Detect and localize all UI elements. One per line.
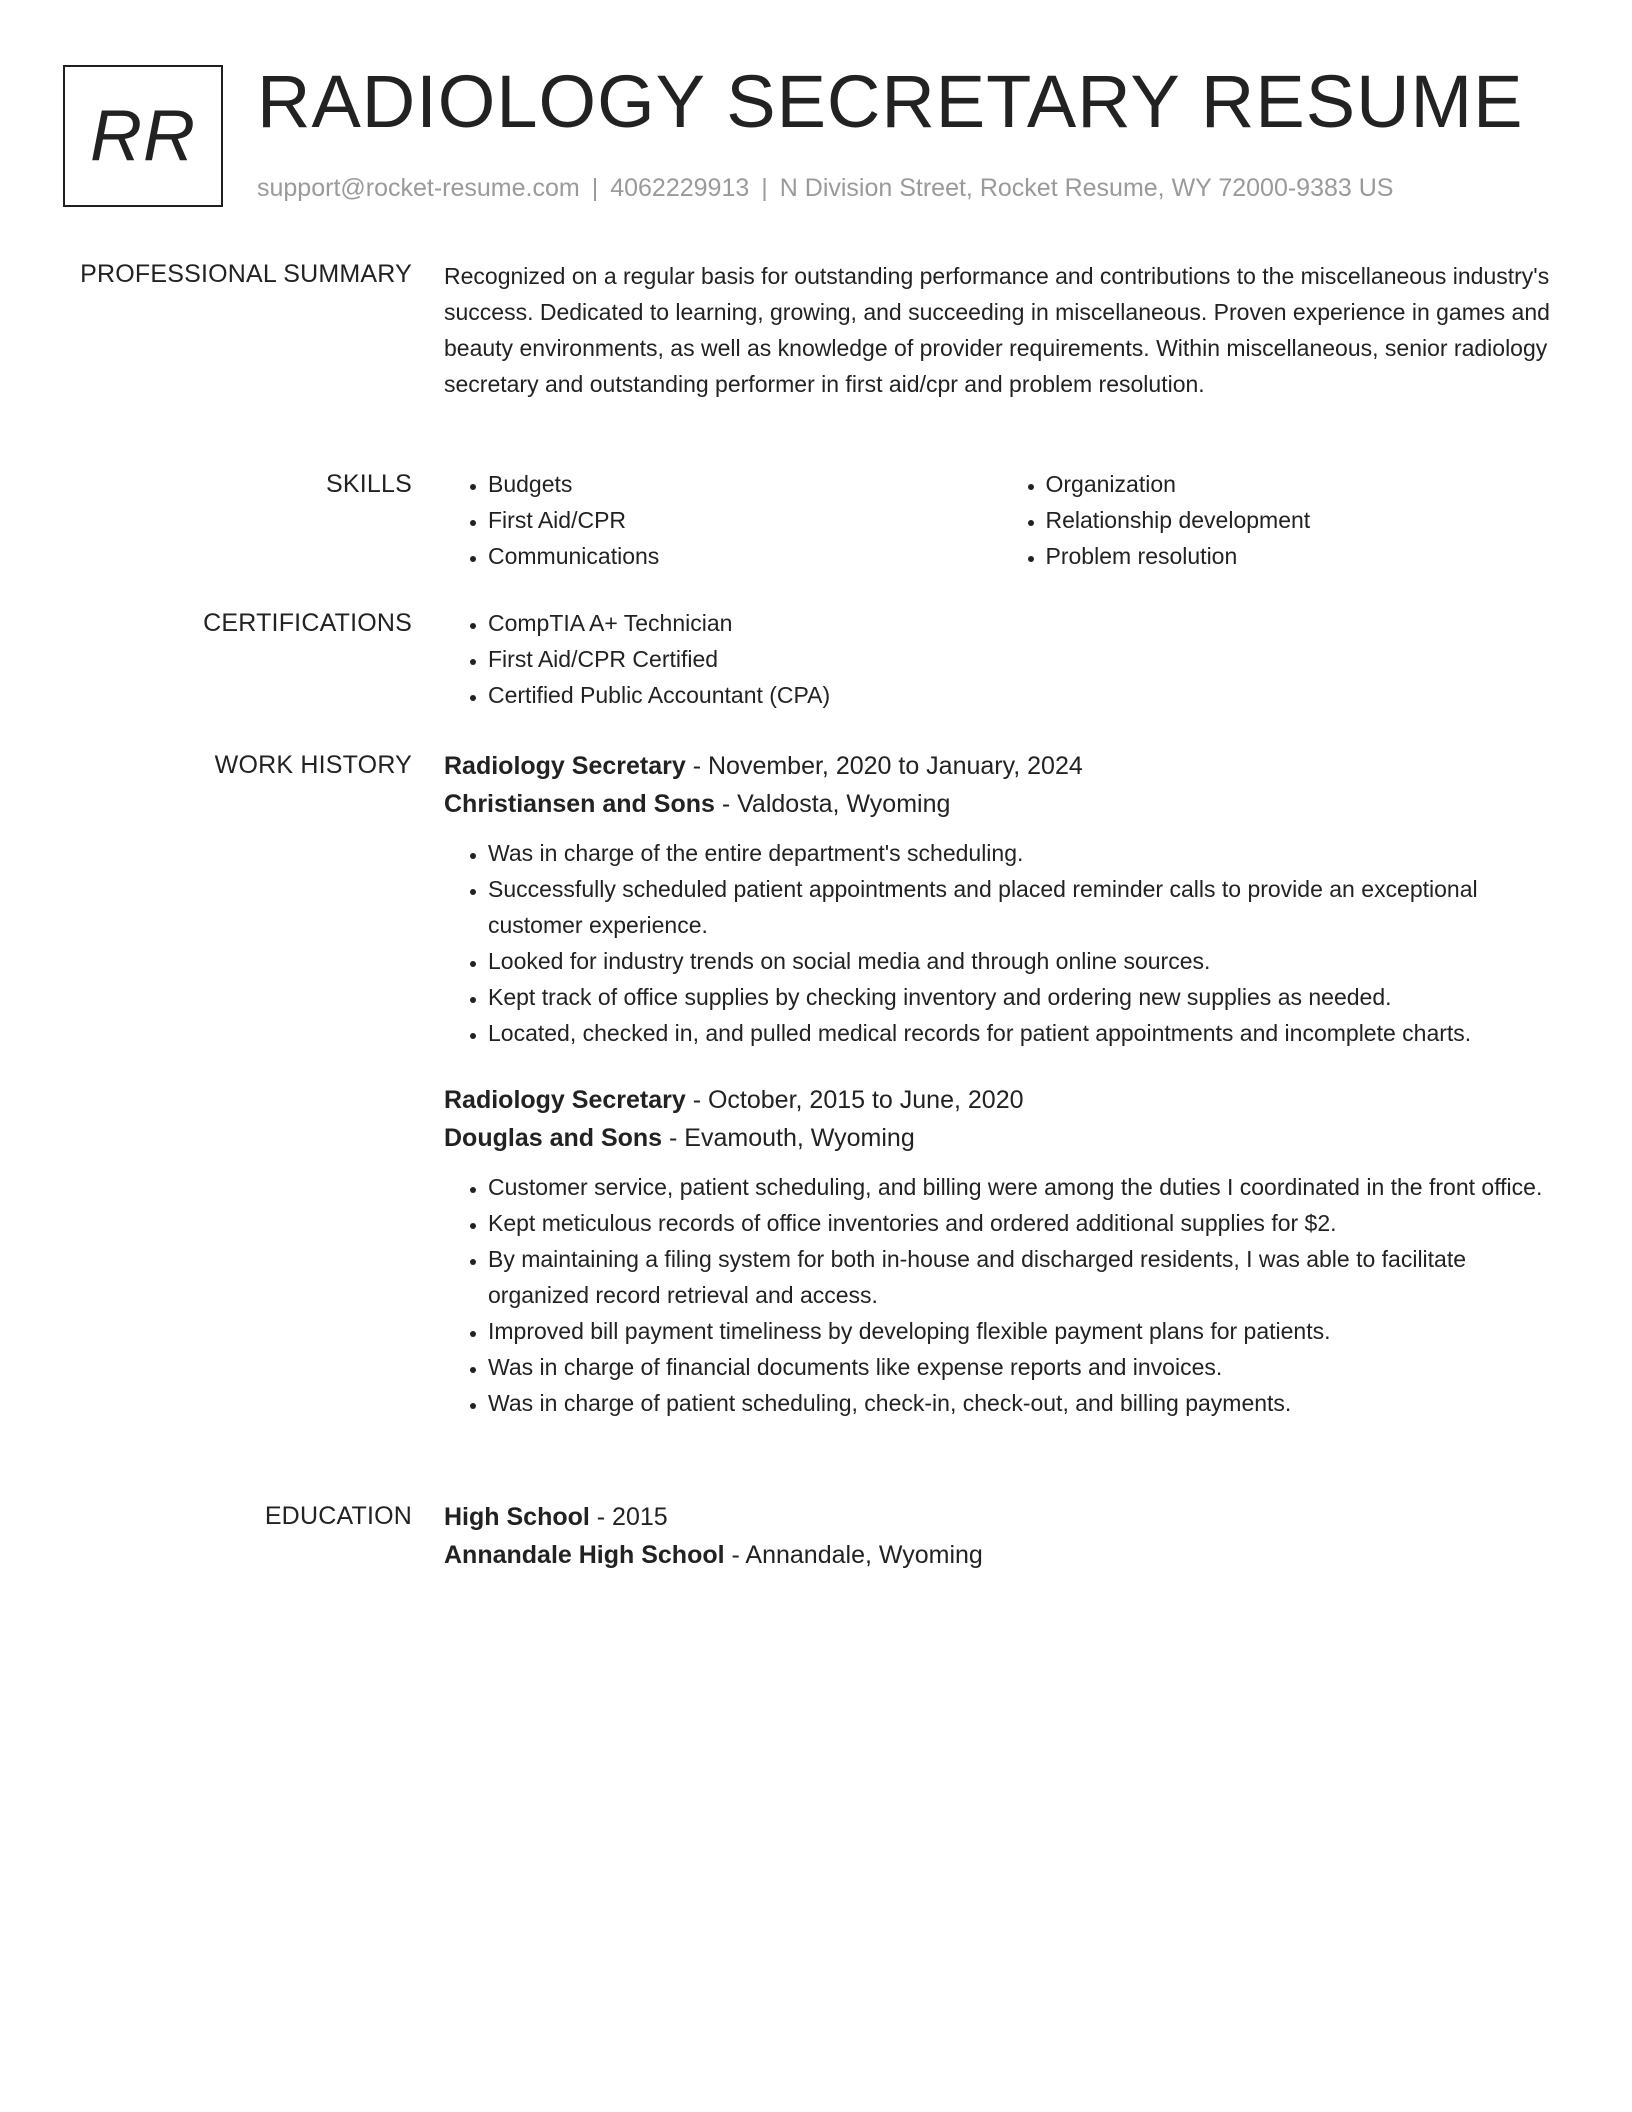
skill-item: • Communications [488,538,1002,574]
work-history-heading: WORK HISTORY [214,751,412,779]
skill-item: • First Aid/CPR [488,502,1002,538]
job-title: Radiology Secretary [444,752,686,780]
contact-email[interactable]: support@rocket-resume.com [257,174,580,202]
education-body [444,1498,1559,1574]
job-bullet: • Customer service, patient scheduling, and billing were among the duties I coordinated in the front office. [488,1169,1559,1205]
job-location: - Evamouth, Wyoming [662,1124,915,1152]
job-bullet: • Kept track of office supplies by checking inventory and ordering new supplies as needed. [488,979,1559,1015]
education-location: - Annandale, Wyoming [724,1541,983,1569]
job-title-line [444,1081,1559,1119]
skill-item: • Organization [1046,466,1560,502]
contact-address: N Division Street, Rocket Resume, WY 72000-9383 US [779,174,1394,202]
skill-item: • Budgets [488,466,1002,502]
summary-heading: PROFESSIONAL SUMMARY [80,260,412,288]
education-degree-line [444,1498,1559,1536]
education-school: Annandale High School [444,1541,725,1569]
job-bullet: • By maintaining a filing system for both in-house and discharged residents, I was able to facilitate organized record retrieval and access. [488,1241,1559,1313]
job-bullet: • Was in charge of financial documents like expense reports and invoices. [488,1349,1559,1385]
contact-phone[interactable]: 4062229913 [610,174,750,202]
job-company: Douglas and Sons [444,1124,663,1152]
job-company-line [444,785,1559,823]
education-degree: High School [444,1503,590,1531]
skills-body [444,466,1559,574]
contact-separator: | [761,174,768,202]
job-entry [444,747,1559,1051]
job-title: Radiology Secretary [444,1086,686,1114]
summary-text: Recognized on a regular basis for outstanding performance and contributions to the miscellaneous industry's success. Dedicated to learning, growing, and succeeding in miscellaneous. Proven experience in games and beauty environments, as well as knowledge of provider requirements. Within miscellaneous, senior radiology secretary and outstanding performer in first aid/cpr and problem resolution. [444,263,1550,397]
job-entry [444,1081,1559,1421]
education-year: - 2015 [589,1503,668,1531]
skill-item: • Relationship development [1046,502,1560,538]
job-location: - Valdosta, Wyoming [714,790,951,818]
job-bullet: • Improved bill payment timeliness by developing flexible payment plans for patients. [488,1313,1559,1349]
work-history-body [444,747,1559,1421]
summary-body [444,258,1559,402]
job-bullet: • Was in charge of patient scheduling, check-in, check-out, and billing payments. [488,1385,1559,1421]
skills-heading: SKILLS [326,470,412,498]
job-bullet: • Was in charge of the entire department's scheduling. [488,835,1559,871]
resume-title: RADIOLOGY SECRETARY RESUME [257,60,1524,143]
job-bullets [444,835,1559,1051]
contact-separator: | [591,174,599,202]
job-bullet: • Looked for industry trends on social media and through online sources. [488,943,1559,979]
job-bullet: • Kept meticulous records of office inventories and ordered additional supplies for $2. [488,1205,1559,1241]
job-dates: - November, 2020 to January, 2024 [685,752,1083,780]
skill-item: • Problem resolution [1046,538,1560,574]
certification-item: • Certified Public Accountant (CPA) [488,677,1559,713]
education-heading: EDUCATION [264,1502,412,1530]
certifications-heading: CERTIFICATIONS [203,609,412,637]
certification-item: • First Aid/CPR Certified [488,641,1559,677]
certification-item: • CompTIA A+ Technician [488,605,1559,641]
job-title-line [444,747,1559,785]
job-bullet: • Successfully scheduled patient appointments and placed reminder calls to provide an exceptional customer experience. [488,871,1559,943]
certifications-list [444,605,1559,713]
job-bullets [444,1169,1559,1421]
contact-line [257,174,1393,203]
certifications-body [444,605,1559,713]
skills-column-2 [1002,466,1560,574]
monogram-logo: RR [63,65,223,207]
job-company: Christiansen and Sons [444,790,715,818]
skills-column-1 [444,466,1002,574]
job-dates: - October, 2015 to June, 2020 [685,1086,1024,1114]
job-bullet: • Located, checked in, and pulled medical records for patient appointments and incomplete charts. [488,1015,1559,1051]
education-school-line [444,1536,1559,1574]
job-company-line [444,1119,1559,1157]
